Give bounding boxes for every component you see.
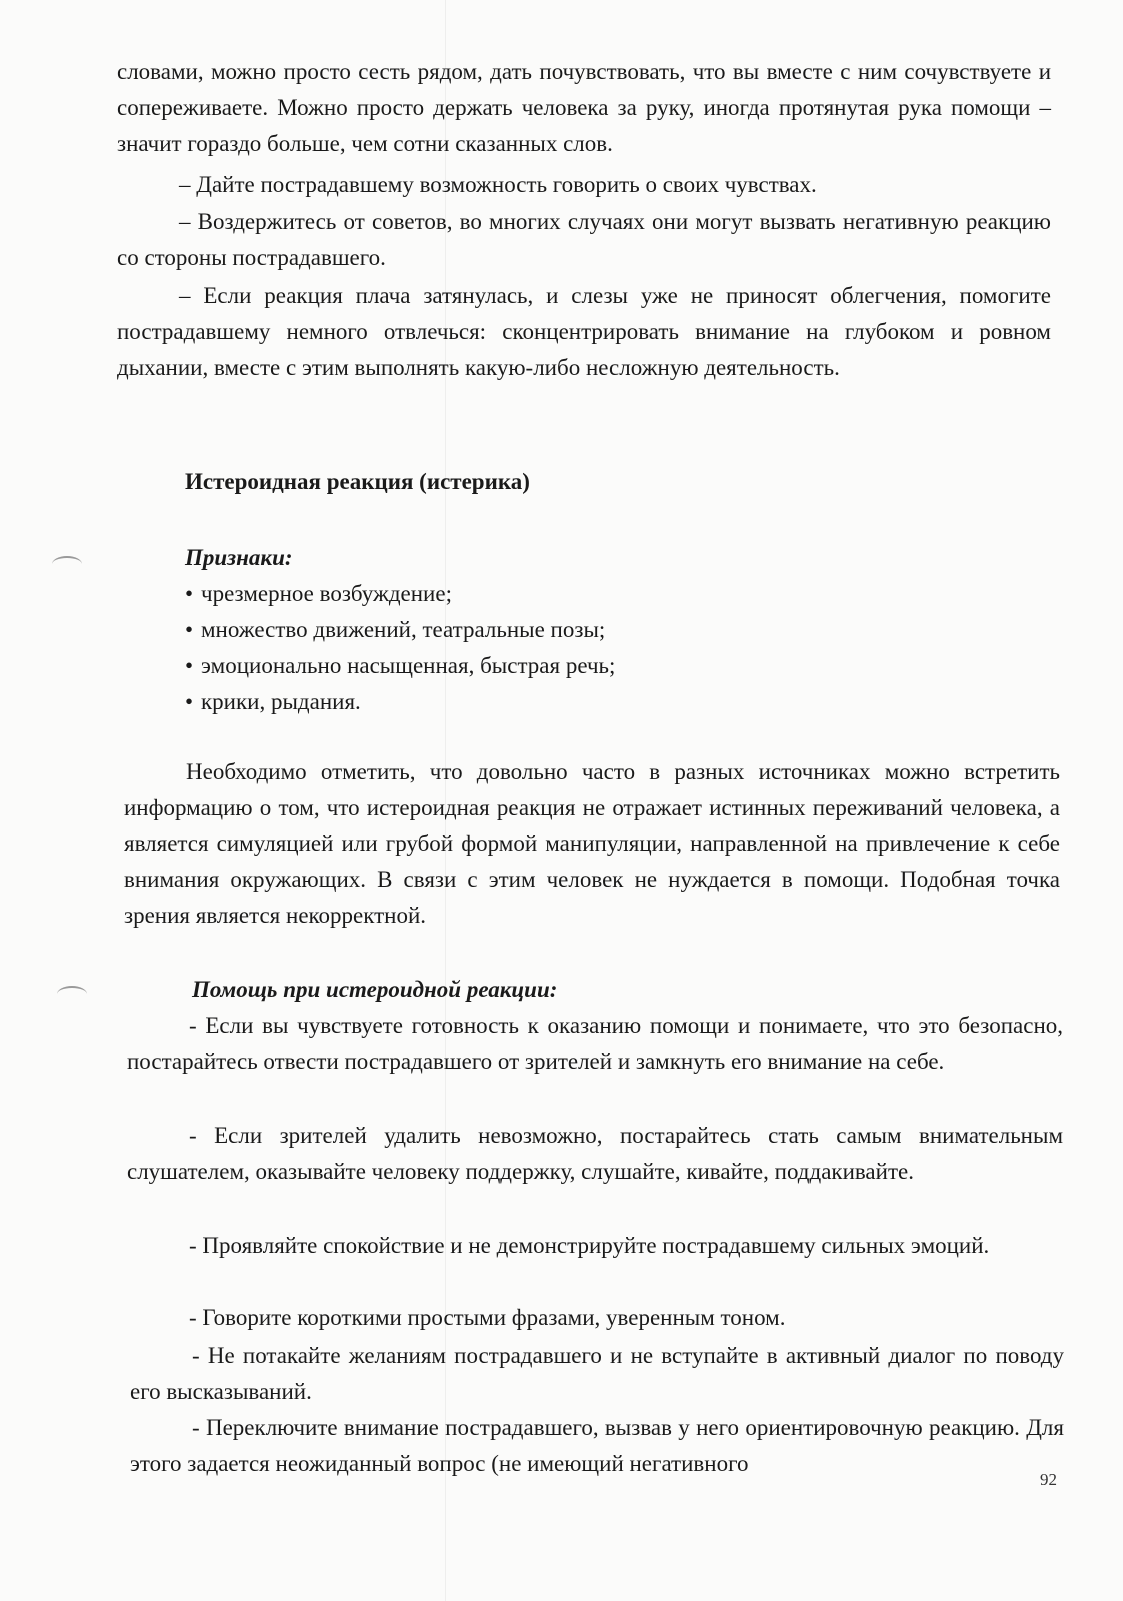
help-item: - Переключите внимание пострадавшего, вызвав у него ориентировочную реакцию. Для этого задается неожиданный вопрос (не имеющий негативного — [130, 1415, 1064, 1476]
paragraph: Необходимо отметить, что довольно часто в разных источниках можно встретить информацию о том, что истероидная реакция не отражает истинных переживаний человека, а является симуляцией или грубой формой манипуляции, направленной на привлечение к себе внимания окружающих. В связи с этим человек не нуждается в помощи. Подобная точка зрения является некорректной. — [124, 759, 1060, 928]
paragraph: словами, можно просто сесть рядом, дать почувствовать, что вы вместе с ним сочувствуете и сопереживаете. Можно просто держать человека за руку, иногда протянутая рука помощи – значит гораздо больше, чем сотни сказанных слов. — [117, 59, 1051, 156]
list-item-text: чрезмерное возбуждение; — [201, 581, 452, 606]
paragraph: – Если реакция плача затянулась, и слезы уже не приносят облегчения, помогите пострадавшему немного отвлечься: сконцентрировать внимание на глубоком и ровном дыхании, вместе с этим выполнять какую-либо несложную деятельность. — [117, 283, 1051, 380]
paragraph: – Воздержитесь от советов, во многих случаях они могут вызвать негативную реакцию со стороны пострадавшего. — [117, 209, 1051, 270]
help-item: - Говорите короткими простыми фразами, уверенным тоном. — [189, 1305, 786, 1330]
list-item — [185, 612, 885, 648]
list-item — [185, 648, 885, 684]
help-item: - Если вы чувствуете готовность к оказанию помощи и понимаете, что это безопасно, постарайтесь отвести пострадавшего от зрителей и замкнуть его внимание на себе. — [127, 1013, 1063, 1074]
bullet-icon: • — [185, 653, 194, 678]
list-item-text: множество движений, театральные позы; — [201, 617, 606, 642]
help-heading: Помощь при истероидной реакции: — [192, 977, 558, 1002]
paragraph: – Дайте пострадавшему возможность говорить о своих чувствах. — [179, 172, 817, 197]
list-item — [185, 576, 885, 612]
help-item: - Не потакайте желаниям пострадавшего и не вступайте в активный диалог по поводу его высказываний. — [130, 1343, 1064, 1404]
help-item: - Если зрителей удалить невозможно, постарайтесь стать самым внимательным слушателем, оказывайте человеку поддержку, слушайте, кивайте, поддакивайте. — [127, 1123, 1063, 1184]
signs-list — [185, 576, 885, 720]
section-heading: Истероидная реакция (истерика) — [185, 469, 530, 494]
help-item: - Проявляйте спокойствие и не демонстрируйте пострадавшему сильных эмоций. — [189, 1233, 990, 1258]
punch-hole-mark — [57, 986, 87, 1002]
bullet-icon: • — [185, 617, 194, 642]
bullet-icon: • — [185, 689, 194, 714]
signs-heading: Признаки: — [185, 545, 293, 570]
list-item — [185, 684, 885, 720]
bullet-icon: • — [185, 581, 194, 606]
punch-hole-mark — [52, 556, 82, 572]
list-item-text: эмоционально насыщенная, быстрая речь; — [201, 653, 616, 678]
list-item-text: крики, рыдания. — [201, 689, 361, 714]
page-number: 92 — [1040, 1470, 1057, 1489]
